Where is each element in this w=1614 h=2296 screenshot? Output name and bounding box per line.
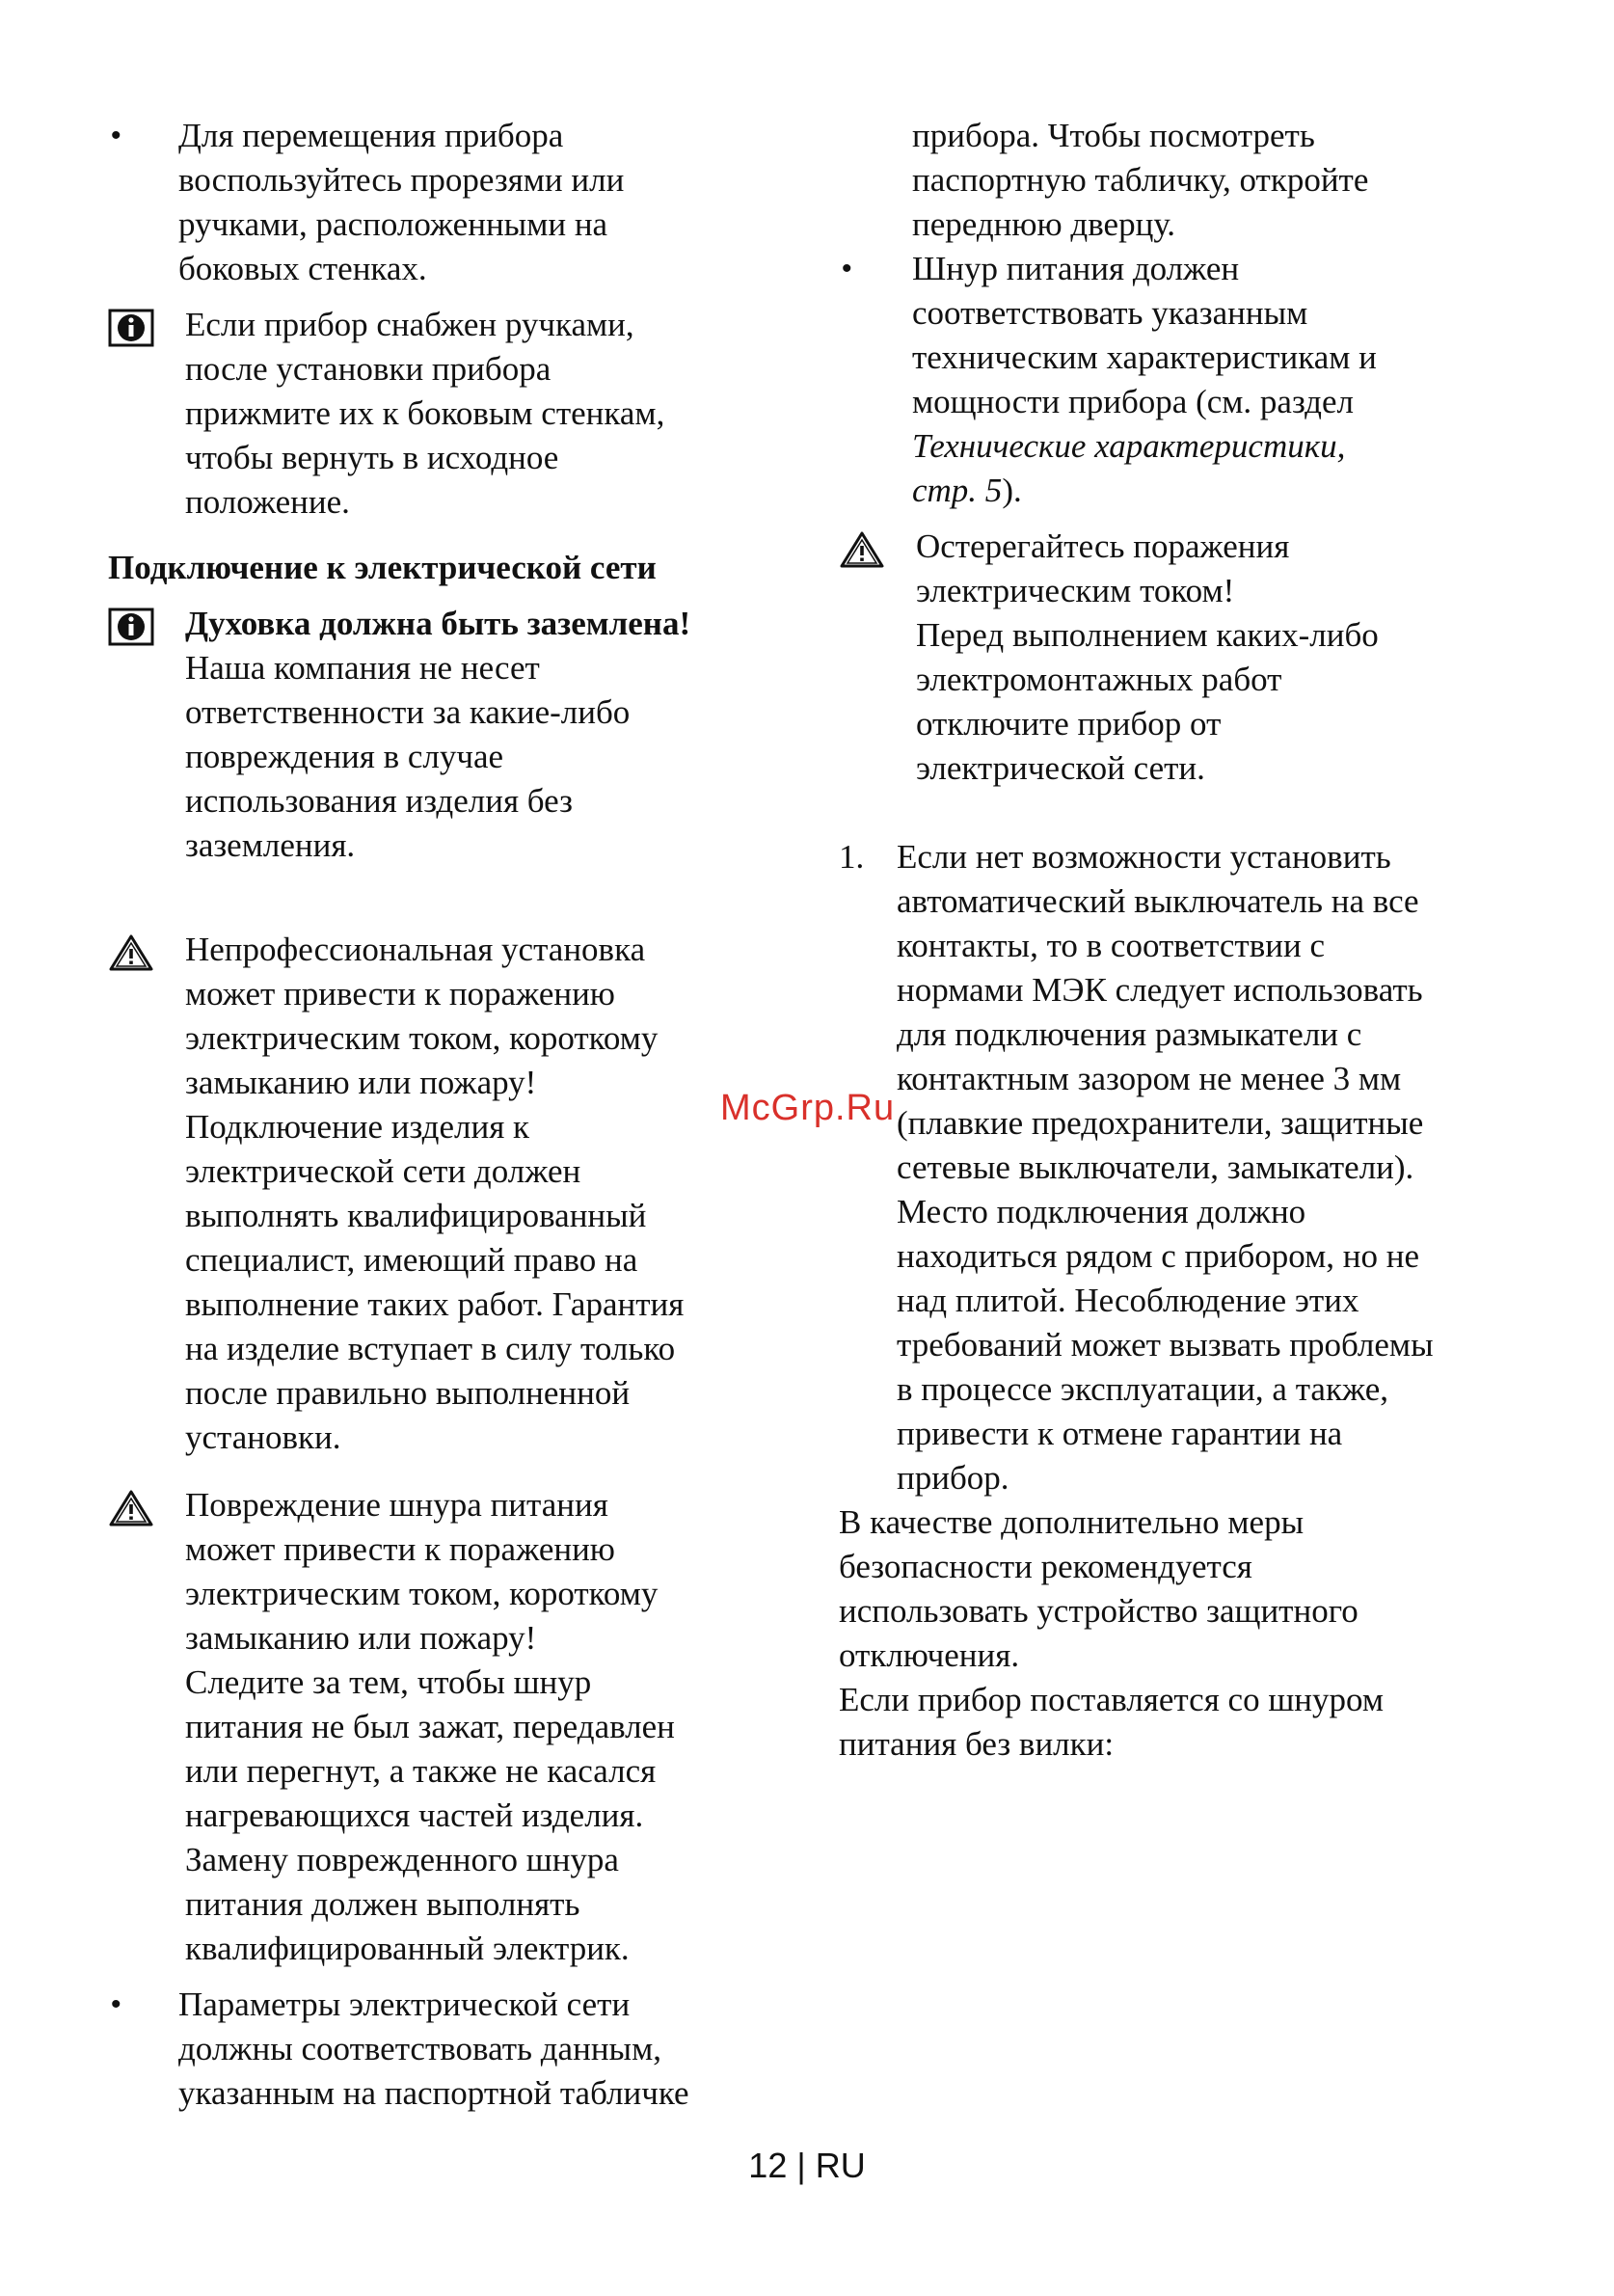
- warning-installation-text: Непрофессиональная установка может привести к поражению электрическим током, короткому замыканию или пожару! Подключение изделия к электрической сети должен выполнять квалифицированный специалист, имеющий право на выполнение таких работ. Гарантия на изделие вступает в силу только после правильно выполненной установки.: [185, 931, 685, 1456]
- info-icon: [108, 309, 154, 347]
- bullet-dot-icon: •: [111, 120, 121, 151]
- warning-cord: [108, 1483, 783, 1971]
- page-reference: стр. 5: [912, 472, 1003, 509]
- spec-reference: Технические характеристики,: [912, 427, 1346, 465]
- bullet-parameters: [108, 1983, 783, 2116]
- section-heading: Подключение к электрической сети: [108, 549, 657, 586]
- page-number-footer: 12 | RU: [748, 2146, 866, 2185]
- info-icon: [108, 608, 154, 646]
- watermark: McGrp.Ru: [720, 1088, 896, 1128]
- bullet-dot-icon: •: [842, 253, 852, 284]
- bullet-continuation-text: прибора. Чтобы посмотреть паспортную табличку, откройте переднюю дверцу.: [912, 117, 1369, 243]
- info-handles-text: Если прибор снабжен ручками, после установки прибора прижмите их к боковым стенкам, чтобы вернуть в исходное положение.: [185, 306, 665, 521]
- bullet-power-cord: [839, 247, 1533, 513]
- warning-icon: [108, 1489, 154, 1527]
- numbered-item-1: [839, 835, 1533, 1500]
- bullet-moving: [108, 114, 783, 291]
- info-grounding: [108, 602, 783, 868]
- bullet-dot-icon: •: [111, 1988, 121, 2020]
- numbered-item-1-text: Если нет возможности установить автоматический выключатель на все контакты, то в соответствии с нормами МЭК следует использовать для подключения размыкатели с контактным зазором не менее 3 мм (плавкие предохранители, защитные сетевые выключатели, замыкатели). Место подключения должно находиться рядом с прибором, но не над плитой. Несоблюдение этих требований может вызвать проблемы в процессе эксплуатации, а также, привести к отмене гарантии на прибор.: [897, 838, 1434, 1497]
- bullet-moving-text: Для перемещения прибора воспользуйтесь прорезями или ручками, расположенными на боковых стенках.: [178, 117, 625, 287]
- bullet-continuation: [839, 114, 1533, 247]
- warning-icon: [839, 530, 885, 569]
- paragraph-safety: [839, 1500, 1533, 1767]
- warning-shock-text: Остерегайтесь поражения электрическим током! Перед выполнением каких-либо электромонтажных работ отключите прибор от электрической сети.: [916, 527, 1379, 787]
- bullet-parameters-text: Параметры электрической сети должны соответствовать данным, указанным на паспортной табличке: [178, 1985, 689, 2112]
- item-number: 1.: [839, 838, 865, 876]
- warning-shock: [839, 525, 1533, 791]
- right-column: [839, 114, 1533, 1767]
- warning-cord-text: Повреждение шнура питания может привести к поражению электрическим током, короткому замыканию или пожару! Следите за тем, чтобы шнур питания не был зажат, передавлен или перегнут, а также не касался нагревающихся частей изделия. Замену поврежденного шнура питания должен выполнять квалифицированный электрик.: [185, 1486, 675, 1967]
- bullet-power-cord-text: Шнур питания должен соответствовать указанным техническим характеристикам и мощности прибора (см. раздел Технические характеристики, стр. 5).: [912, 247, 1533, 513]
- info-grounding-text: Духовка должна быть заземлена! Наша компания не несет ответственности за какие-либо повреждения в случае использования изделия без заземления.: [185, 605, 691, 864]
- info-handles: [108, 303, 783, 525]
- warning-installation: [108, 928, 783, 1460]
- warning-icon: [108, 933, 154, 972]
- left-column: [108, 114, 783, 2116]
- paragraph-safety-text: В качестве дополнительно меры безопасности рекомендуется использовать устройство защитного отключения. Если прибор поставляется со шнуром питания без вилки:: [839, 1503, 1384, 1763]
